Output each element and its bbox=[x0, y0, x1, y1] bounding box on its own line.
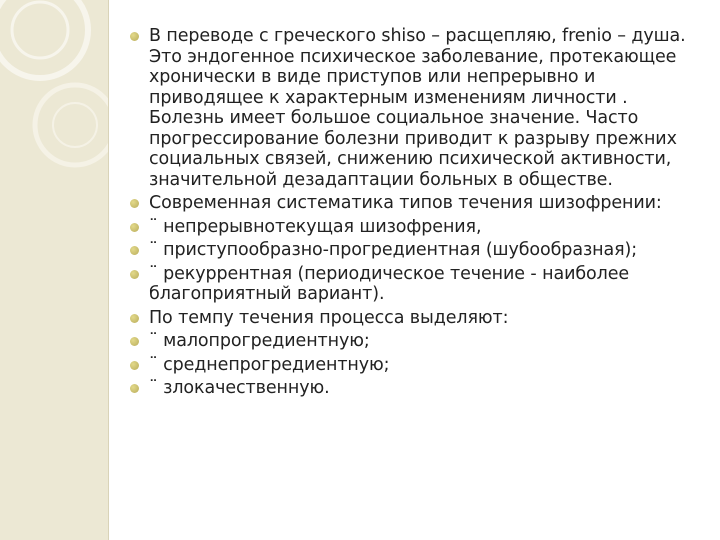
bullet-text: ¨ непрерывнотекущая шизофрения, bbox=[149, 216, 482, 237]
bullet-list bbox=[128, 26, 708, 399]
bullet-item bbox=[128, 308, 708, 329]
slide-content bbox=[128, 26, 708, 402]
bullet-text: По темпу течения процесса выделяют: bbox=[149, 307, 509, 328]
bullet-text: ¨ малопрогредиентную; bbox=[149, 331, 370, 351]
decorative-side-panel bbox=[0, 0, 108, 540]
bullet-text: ¨ среднепрогредиентную; bbox=[149, 354, 390, 375]
bullet-icon bbox=[130, 223, 139, 232]
bullet-icon bbox=[130, 361, 139, 370]
bullet-item bbox=[128, 355, 708, 376]
bullet-icon bbox=[130, 246, 139, 255]
bullet-item bbox=[128, 193, 708, 214]
bullet-item bbox=[128, 240, 708, 261]
bullet-icon bbox=[130, 32, 139, 41]
bullet-item bbox=[128, 378, 708, 399]
bullet-text: В переводе с греческого shiso – расщепляю, frenio – душа. Это эндогенное психическое заболевание, протекающее хронически в виде приступов или непрерывно и приводящее к характерным изменениям личности . Болезнь имеет большое социальное значение. Часто прогрессирование болезни приводит к разрыву прежних социальных связей, снижению психической активности, значительной дезадаптации больных в обществе. bbox=[149, 26, 686, 190]
bullet-item bbox=[128, 26, 708, 190]
bullet-icon bbox=[130, 337, 139, 346]
bullet-text: Современная систематика типов течения шизофрении: bbox=[149, 193, 662, 213]
bullet-icon bbox=[130, 270, 139, 279]
bullet-text: ¨ злокачественную. bbox=[149, 378, 330, 398]
bullet-icon bbox=[130, 314, 139, 323]
side-divider bbox=[108, 0, 109, 540]
bullet-icon bbox=[130, 384, 139, 393]
bullet-icon bbox=[130, 199, 139, 208]
bullet-text: ¨ рекуррентная (периодическое течение - наиболее благоприятный вариант). bbox=[149, 263, 630, 304]
decorative-rings bbox=[0, 0, 108, 540]
bullet-item bbox=[128, 331, 708, 352]
bullet-item bbox=[128, 264, 708, 305]
bullet-item bbox=[128, 217, 708, 238]
bullet-text: ¨ приступообразно-прогредиентная (шубообразная); bbox=[149, 240, 638, 260]
